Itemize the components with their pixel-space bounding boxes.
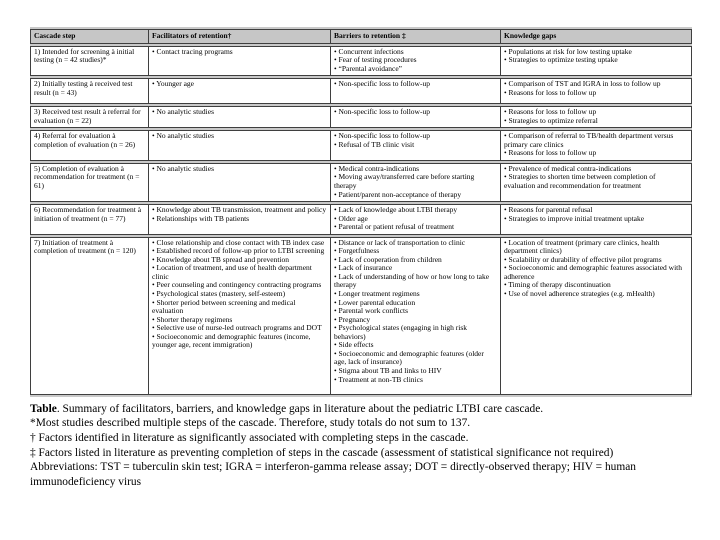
bullet-item: • Strategies to optimize testing uptake xyxy=(504,55,618,65)
bullet-item: • Socioeconomic and demographic features (income, younger age, recent immigration) xyxy=(152,331,311,350)
barriers-cell xyxy=(330,204,500,235)
bullet-item: • Shorter period between screening and medical evaluation xyxy=(152,297,296,316)
knowledge-gaps-cell xyxy=(500,204,692,235)
bullet-item: • Lack of insurance xyxy=(334,263,393,273)
table-caption-label: Table xyxy=(30,402,57,415)
facilitators-cell xyxy=(148,237,330,395)
table-row xyxy=(30,204,692,235)
cascade-step-cell: 7) Initiation of treatment à completion of treatment (n = 120) xyxy=(30,237,148,395)
knowledge-gaps-cell xyxy=(500,106,692,128)
header-knowledge-gaps: Knowledge gaps xyxy=(500,29,692,44)
bullet-item: • Reasons for loss to follow up xyxy=(504,148,597,158)
table-row xyxy=(30,46,692,77)
bullet-item: • Use of novel adherence strategies (e.g. mHealth) xyxy=(504,289,655,299)
bullet-item: • Treatment at non-TB clinics xyxy=(334,374,423,384)
bullet-item: • Longer treatment regimens xyxy=(334,289,420,299)
facilitators-cell xyxy=(148,46,330,77)
bullet-item: • Strategies to optimize referral xyxy=(504,115,598,125)
bullet-item: • Distance or lack of transportation to clinic xyxy=(334,237,466,247)
bullet-item: • Socioeconomic and demographic features associated with adherence xyxy=(504,263,682,281)
bullet-item: • Moving away/transferred care before starting therapy xyxy=(334,172,475,191)
bullet-item: • Fear of testing procedures xyxy=(334,55,417,65)
bullet-item: • Forgetfulness xyxy=(334,246,380,256)
knowledge-gaps-cell xyxy=(500,46,692,77)
bullet-item: • Comparison of TST and IGRA in loss to follow up xyxy=(504,79,661,89)
table-row xyxy=(30,78,692,104)
bullet-item: • Knowledge about TB transmission, treatment and policy xyxy=(152,205,327,215)
table-row xyxy=(30,237,692,395)
barriers-cell xyxy=(330,46,500,77)
table-caption-text: . Summary of facilitators, barriers, and knowledge gaps in literature about the pediatric LTBI care cascade. xyxy=(56,402,544,415)
bullet-item: • Pregnancy xyxy=(334,314,371,324)
bullet-item: • Psychological states (engaging in high risk behaviors) xyxy=(334,323,468,341)
cascade-step-cell: 6) Recommendation for treatment à initiation of treatment (n = 77) xyxy=(30,204,148,235)
header-barriers: Barriers to retention ‡ xyxy=(330,29,500,44)
bullet-item: • Reasons for loss to follow up xyxy=(504,87,597,97)
bullet-item: • Side effects xyxy=(334,340,374,350)
barriers-cell xyxy=(330,106,500,128)
facilitators-cell xyxy=(148,106,330,128)
table-header-row xyxy=(30,29,692,44)
knowledge-gaps-cell xyxy=(500,130,692,161)
bullet-item: • Non-specific loss to follow-up xyxy=(334,79,430,89)
bullet-item: • Populations at risk for low testing uptake xyxy=(504,46,632,56)
bullet-item: • Selective use of nurse-led outreach programs and DOT xyxy=(152,323,322,333)
facilitators-cell xyxy=(148,130,330,161)
table-row xyxy=(30,130,692,161)
table-row xyxy=(30,163,692,202)
knowledge-gaps-cell xyxy=(500,78,692,104)
bullet-item: • Medical contra-indications xyxy=(334,163,420,173)
bullet-item: • Younger age xyxy=(152,79,194,89)
bullet-item: • Relationships with TB patients xyxy=(152,213,250,223)
bullet-item: • Peer counseling and contingency contracting programs xyxy=(152,280,322,290)
facilitators-cell xyxy=(148,163,330,202)
bullet-item: • No analytic studies xyxy=(152,107,214,117)
bullet-item: • Prevalence of medical contra-indications xyxy=(504,163,632,173)
bullet-item: • Non-specific loss to follow-up xyxy=(334,131,430,141)
footnote-dagger: † Factors identified in literature as significantly associated with completing steps in the cascade. xyxy=(30,431,469,444)
bullet-item: • Shorter therapy regimens xyxy=(152,314,233,324)
header-cascade-step: Cascade step xyxy=(30,29,148,44)
table-row xyxy=(30,106,692,128)
cascade-step-cell: 4) Referral for evaluation à completion of evaluation (n = 26) xyxy=(30,130,148,161)
cascade-step-cell: 2) Initially testing à received test result (n = 43) xyxy=(30,78,148,104)
bullet-item: • Location of treatment, and use of health department clinic xyxy=(152,263,312,281)
table-caption xyxy=(30,402,692,417)
bullet-item: • No analytic studies xyxy=(152,163,214,173)
bullet-item: • Socioeconomic and demographic features (older age, lack of insurance) xyxy=(334,348,484,367)
header-facilitators: Facilitators of retention† xyxy=(148,29,330,44)
barriers-cell xyxy=(330,78,500,104)
bullet-item: • Parental work conflicts xyxy=(334,306,409,316)
bullet-item: • Close relationship and close contact with TB index case xyxy=(152,237,325,247)
knowledge-gaps-cell xyxy=(500,163,692,202)
bullet-item: • Patient/parent non-acceptance of therapy xyxy=(334,189,462,199)
bullet-item: • No analytic studies xyxy=(152,131,214,141)
knowledge-gaps-cell xyxy=(500,237,692,395)
barriers-cell xyxy=(330,130,500,161)
barriers-cell xyxy=(330,237,500,395)
bullet-item: • Contact tracing programs xyxy=(152,46,233,56)
ltbi-cascade-table xyxy=(30,27,692,397)
table-notes xyxy=(30,402,692,490)
cascade-step-cell: 3) Received test result à referral for evaluation (n = 22) xyxy=(30,106,148,128)
footnote-abbreviations: Abbreviations: TST = tuberculin skin test; IGRA = interferon-gamma release assay; DOT = directly-observed therapy; HIV = human immunodeficiency virus xyxy=(30,461,636,488)
bullet-item: • Lower parental education xyxy=(334,297,416,307)
bullet-item: • Non-specific loss to follow-up xyxy=(334,107,430,117)
cascade-step-cell: 5) Completion of evaluation à recommendation for treatment (n = 61) xyxy=(30,163,148,202)
footnote-asterisk: *Most studies described multiple steps of the cascade. Therefore, study totals do not sum to 137. xyxy=(30,417,471,430)
bullet-item: • “Parental avoidance” xyxy=(334,63,403,73)
bullet-item: • Lack of cooperation from children xyxy=(334,254,442,264)
bullet-item: • Strategies to improve initial treatment uptake xyxy=(504,213,645,223)
bullet-item: • Timing of therapy discontinuation xyxy=(504,280,611,290)
bullet-item: • Psychological states (mastery, self-esteem) xyxy=(152,289,286,299)
bullet-item: • Knowledge about TB spread and prevention xyxy=(152,254,290,264)
bullet-item: • Lack of understanding of how or how long to take therapy xyxy=(334,271,490,290)
bullet-item: • Reasons for loss to follow up xyxy=(504,107,597,117)
facilitators-cell xyxy=(148,78,330,104)
footnote-double-dagger: ‡ Factors listed in literature as preventing completion of steps in the cascade (assessment of statistical significance not required) xyxy=(30,446,614,459)
bullet-item: • Location of treatment (primary care clinics, health department clinics) xyxy=(504,237,660,256)
bullet-item: • Parental or patient refusal of treatment xyxy=(334,222,455,232)
cascade-step-cell: 1) Intended for screening à initial testing (n = 42 studies)* xyxy=(30,46,148,77)
cascade-table-body xyxy=(30,46,692,395)
bullet-item: • Lack of knowledge about LTBI therapy xyxy=(334,205,458,215)
facilitators-cell xyxy=(148,204,330,235)
bullet-item: • Comparison of referral to TB/health department versus primary care clinics xyxy=(504,131,674,149)
bullet-item: • Older age xyxy=(334,213,368,223)
bullet-item: • Refusal of TB clinic visit xyxy=(334,139,415,149)
bullet-item: • Scalability or durability of effective pilot programs xyxy=(504,254,662,264)
bullet-item: • Strategies to shorten time between completion of evaluation and recommendation for treatment xyxy=(504,172,656,191)
bullet-item: • Established record of follow-up prior to LTBI screening xyxy=(152,246,325,256)
bullet-item: • Stigma about TB and links to HIV xyxy=(334,365,442,375)
bullet-item: • Reasons for parental refusal xyxy=(504,205,593,215)
barriers-cell xyxy=(330,163,500,202)
bullet-item: • Concurrent infections xyxy=(334,46,404,56)
